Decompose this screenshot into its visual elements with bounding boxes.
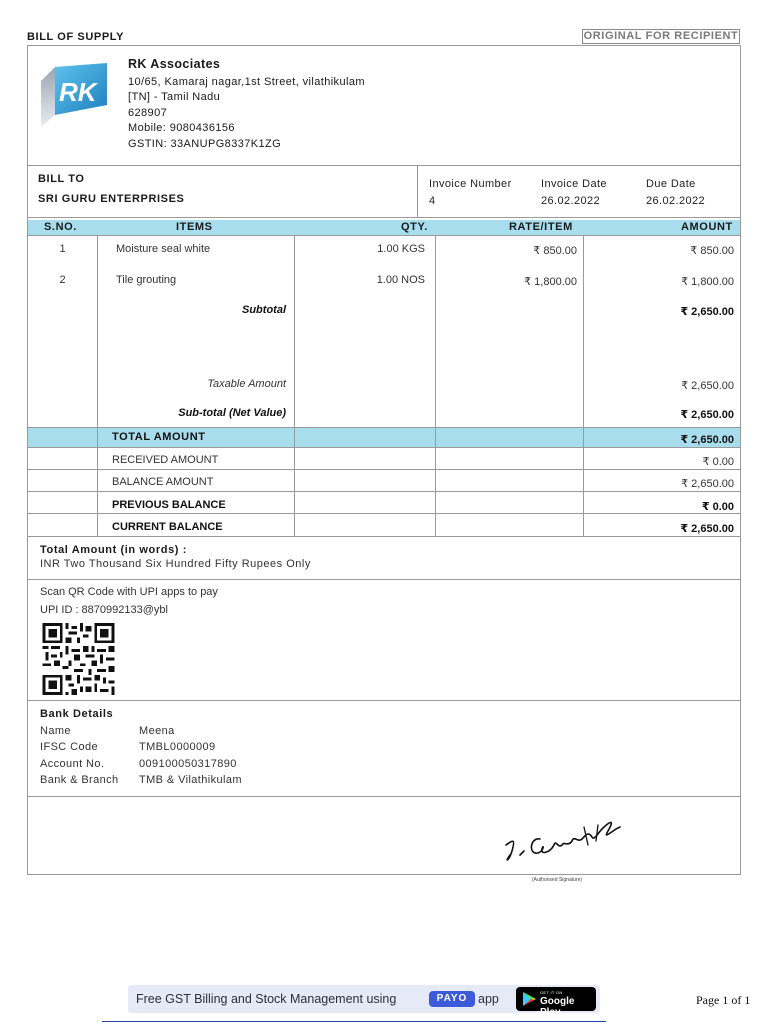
row2-qty: 1.00 NOS — [376, 274, 425, 286]
divider — [28, 217, 740, 218]
bill-to-block — [28, 166, 418, 217]
google-play-icon — [523, 992, 536, 1006]
bank-details-title: Bank Details — [40, 708, 114, 720]
subtotal-value: ₹ 2,650.00 — [680, 306, 734, 318]
row1-amount: ₹ 850.00 — [690, 245, 734, 257]
bill-to-row — [28, 166, 740, 217]
net-value: ₹ 2,650.00 — [680, 409, 734, 421]
row2-amount: ₹ 1,800.00 — [681, 276, 734, 288]
page-number: Page 1 of 1 — [696, 993, 751, 1007]
divider — [28, 469, 740, 470]
balance-amount-value: ₹ 2,650.00 — [681, 478, 734, 490]
document-type: BILL OF SUPPLY — [27, 31, 125, 43]
subtotal-label: Subtotal — [242, 304, 286, 316]
amount-in-words-label: Total Amount (in words) : — [40, 544, 187, 556]
divider — [294, 235, 295, 536]
invoice-frame — [27, 45, 741, 875]
row2-sno: 2 — [59, 274, 66, 286]
payo-logo: PAYO — [429, 991, 475, 1007]
promo-banner[interactable] — [128, 985, 600, 1018]
net-value-label: Sub-total (Net Value) — [178, 407, 286, 419]
authorised-signature-caption: (Authorised Signature) — [532, 877, 583, 883]
footer-link-underline — [102, 1021, 606, 1022]
google-play-badge[interactable] — [516, 987, 596, 1018]
due-date-label: Due Date — [646, 178, 696, 190]
qr-code — [40, 623, 117, 695]
upi-instruction: Scan QR Code with UPI apps to pay — [40, 586, 218, 598]
seller-address-line2: [TN] - Tamil Nadu — [128, 91, 221, 103]
branch-label: Bank & Branch — [40, 774, 119, 786]
previous-balance-label: PREVIOUS BALANCE — [112, 499, 226, 511]
balance-amount-label: BALANCE AMOUNT — [112, 476, 214, 488]
amount-in-words — [28, 536, 740, 579]
bill-to-label: BILL TO — [38, 173, 85, 185]
divider — [583, 235, 584, 536]
ifsc-label: IFSC Code — [40, 741, 99, 753]
seller-pincode: 628907 — [128, 106, 168, 119]
taxable-amount-value: ₹ 2,650.00 — [681, 380, 734, 392]
col-items-header: ITEMS — [176, 221, 213, 233]
bank-branch: TMB & Vilathikulam — [139, 774, 242, 786]
divider — [28, 491, 740, 492]
upi-section — [28, 579, 740, 700]
seller-name: RK Associates — [128, 57, 221, 71]
amount-in-words-value: INR Two Thousand Six Hundred Fifty Rupees Only — [40, 558, 311, 570]
copy-label: ORIGINAL FOR RECIPIENT — [583, 30, 739, 42]
col-amount-header: AMOUNT — [681, 221, 733, 233]
signature-section — [28, 796, 740, 874]
invoice-meta — [419, 166, 740, 217]
seller-address-line1: 10/65, Kamaraj nagar,1st Street, vilathikulam — [128, 75, 365, 88]
taxable-amount-label: Taxable Amount — [207, 378, 286, 390]
due-date-block — [646, 176, 705, 210]
bill-to-name: SRI GURU ENTERPRISES — [38, 193, 185, 205]
col-rate-header: RATE/ITEM — [509, 221, 573, 233]
current-balance-value: ₹ 2,650.00 — [680, 523, 734, 535]
bank-name-label: Name — [40, 725, 71, 737]
items-table-header — [28, 220, 740, 235]
ifsc-code: TMBL0000009 — [139, 741, 216, 753]
row1-sno: 1 — [59, 243, 66, 255]
google-play-label: Google Play — [540, 996, 575, 1018]
col-sno-header: S.NO. — [44, 221, 77, 233]
seller-info — [128, 57, 365, 152]
invoice-number-block — [429, 176, 512, 210]
received-amount-label: RECEIVED AMOUNT — [112, 454, 219, 466]
divider — [28, 235, 740, 236]
signature-image — [498, 805, 628, 873]
invoice-date-label: Invoice Date — [541, 178, 607, 190]
seller-gstin: GSTIN: 33ANUPG8337K1ZG — [128, 137, 282, 150]
seller-section — [28, 46, 740, 166]
upi-id: UPI ID : 8870992133@ybl — [40, 604, 168, 616]
invoice-date-block — [541, 176, 607, 210]
row1-rate: ₹ 850.00 — [533, 245, 577, 257]
company-logo — [39, 61, 109, 129]
received-amount-value: ₹ 0.00 — [702, 456, 734, 468]
invoice-date: 26.02.2022 — [541, 195, 601, 207]
promo-app-word: app — [478, 992, 499, 1006]
total-amount-value: ₹ 2,650.00 — [680, 434, 734, 446]
row2-item: Tile grouting — [116, 274, 177, 286]
invoice-number: 4 — [429, 195, 436, 207]
row2-rate: ₹ 1,800.00 — [524, 276, 577, 288]
invoice-number-label: Invoice Number — [429, 178, 512, 190]
account-label: Account No. — [40, 758, 105, 770]
divider — [435, 235, 436, 536]
current-balance-label: CURRENT BALANCE — [112, 521, 223, 533]
row1-qty: 1.00 KGS — [377, 243, 425, 255]
previous-balance-value: ₹ 0.00 — [701, 501, 734, 513]
google-play-small-text: GET IT ON — [540, 990, 563, 995]
total-amount-label: TOTAL AMOUNT — [112, 431, 206, 443]
divider — [28, 447, 740, 448]
row1-item: Moisture seal white — [116, 243, 211, 255]
promo-text: Free GST Billing and Stock Management using — [136, 992, 397, 1006]
seller-mobile: Mobile: 9080436156 — [128, 122, 235, 134]
divider — [97, 235, 98, 536]
divider — [28, 513, 740, 514]
logo-text: RK — [59, 77, 97, 107]
col-qty-header: QTY. — [401, 221, 428, 233]
account-number: 009100050317890 — [139, 758, 237, 770]
due-date: 26.02.2022 — [646, 195, 706, 207]
bank-details — [28, 700, 740, 796]
bank-name: Meena — [139, 725, 175, 737]
